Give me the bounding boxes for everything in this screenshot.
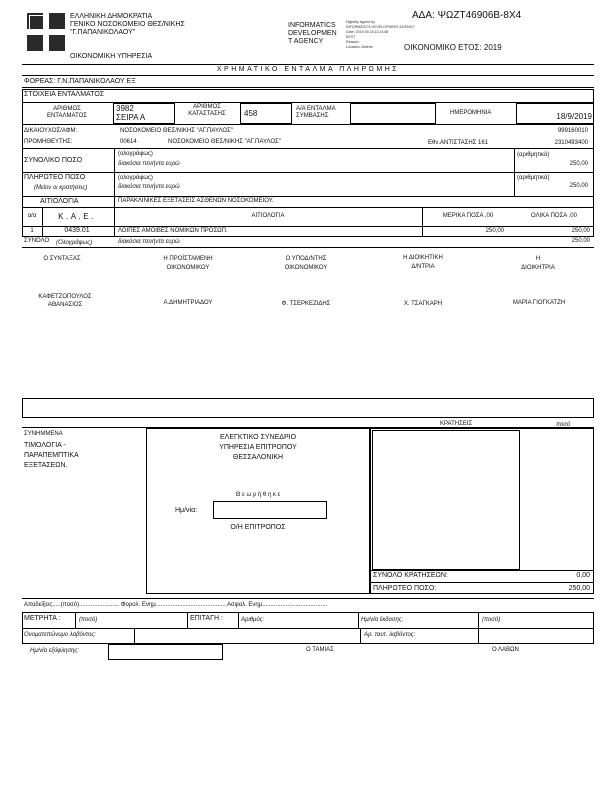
sig-name: ΜΑΡΙΑ ΓΙΟΓΚΑΤΖΗ: [512, 300, 566, 306]
in-words-label: (ολογράφως): [118, 151, 153, 157]
sig-syntaxas: [20, 255, 104, 264]
empty-banner: [22, 398, 594, 418]
promitheftis-name: ΝΟΣΟΚΟΜΕΙΟ ΘΕΣ/ΝΙΚΗΣ "ΑΓ.ΠΑΥΛΟΣ": [168, 139, 281, 145]
taut-label: Αρ. ταυτ. λαβόντος:: [364, 632, 416, 638]
label-line: ΚΑΤΑΣΤΑΣΗΣ: [188, 111, 226, 117]
in-numbers-label: (αριθμητικά): [517, 175, 550, 181]
label-line: ΣΥΜΒΑΣΗΣ: [296, 113, 329, 119]
table-cell: 1: [30, 228, 34, 234]
date-label: ΗΜΕΡΟΜΗΝΙΑ: [450, 110, 492, 116]
table-header-olika: ΟΛΙΚΑ ΠΟΣΑ ,00: [531, 213, 577, 219]
synimmena-items: [24, 441, 79, 471]
table-cell: 0439.01: [64, 227, 90, 234]
sig-dioikitria: [500, 255, 576, 273]
address: Εθν.ΑΝΤΙΣΤΑΣΗΣ 161: [428, 140, 489, 146]
table-cell: 250,00: [485, 228, 504, 234]
sig-line: INFORMATICS DEVELOPMENT AGENCY: [346, 25, 415, 29]
exoflisi-field[interactable]: [108, 644, 223, 660]
synimmena-item: ΤΙΜΟΛΟΓΙΑ -: [24, 442, 66, 449]
symvasi-label: [296, 106, 336, 120]
ekdosi-label: Ημ/νία έκδοσης:: [361, 617, 404, 623]
mandate-number-value: [116, 104, 145, 122]
mandate-number-label: [24, 106, 110, 120]
date-value: 18/9/2019: [556, 112, 592, 121]
thewrithike: Θ ε ω ρ ή θ η κ ε: [235, 492, 281, 498]
synimmena-item: ΠΑΡΑΠΕΜΠΤΙΚΑ: [24, 452, 79, 459]
greek-emblem-icon: [27, 13, 65, 51]
katastasi-label: [176, 104, 238, 118]
sig-role: Η ΠΡΟΪΣΤΑΜΕΝΗ: [163, 256, 213, 262]
pliroteo-label: ΠΛΗΡΩΤΕΟ ΠΟΣΟ: [24, 174, 86, 181]
pliroteo-value: 250,00: [569, 183, 588, 189]
sig-name: [20, 293, 110, 309]
org-line: ΓΕΝΙΚΟ ΝΟΣΟΚΟΜΕΙΟ ΘΕΣ/ΝΙΚΗΣ: [70, 21, 185, 28]
synoliko-words: διακόσια πενήντα ευρώ: [118, 161, 180, 167]
label-line: ΑΡΙΘΜΟΣ: [53, 106, 81, 112]
sig-line: EEST: [346, 35, 356, 39]
in-words-label: (ολογράφως): [118, 175, 153, 181]
promitheftis-label: ΠΡΟΜΗΘΕΥΤΗΣ:: [24, 139, 73, 145]
afm-value: 999160010: [557, 128, 588, 134]
pliroteo-words: διακόσια πενήντα ευρώ: [118, 184, 180, 190]
audit-line: ΘΕΣΣΑΛΟΝΙΚΗ: [232, 454, 284, 461]
org-line: "Γ.ΠΑΠΑΝΙΚΟΛΑΟΥ": [70, 29, 136, 36]
sig-role: Η ΔΙΟΙΚΗΤΙΚΗ: [403, 255, 443, 261]
lavon-label: Ο ΛΑΒΩΝ: [492, 647, 519, 653]
label-line: ΕΝΤΑΛΜΑΤΟΣ: [46, 113, 88, 119]
audit-line: ΥΠΗΡΕΣΙΑ ΕΠΙΤΡΟΠΟΥ: [219, 444, 297, 451]
sig-role: Η: [535, 256, 541, 262]
label-line: Α/Α ΕΝΤΑΛΜΑ: [296, 106, 336, 112]
apodeixeis-line: Αποδείξεις.....(ποσό)........................ Φορολ. Ενημ.......................................... Ασφαλ. Ενημ.......................................: [24, 602, 328, 608]
sig-proistameni: [140, 255, 236, 273]
symvasi-field: [350, 103, 436, 124]
synolo-kratiseon-value: 0,00: [576, 572, 590, 579]
sig-name: Φ. ΤΣΕΡΚΕΖΙΔΗΣ: [281, 301, 331, 307]
epitropos: Ο/Η ΕΠΙΤΡΟΠΟΣ: [230, 524, 286, 531]
onomateponymo-label: Ονοματεπώνυμο λαβόντος:: [24, 632, 96, 638]
document-title: ΧΡΗΜΑΤΙΚΟ ΕΝΤΑΛΜΑ ΠΛΗΡΩΜΗΣ: [216, 66, 400, 73]
table-header-kae: Κ.Α.Ε.: [58, 212, 96, 221]
table-header-aa: α/α: [27, 213, 37, 219]
value-line: 3982: [116, 104, 134, 113]
total-value: 250,00: [571, 238, 590, 244]
epitagi-value: (ποσό): [482, 617, 501, 623]
sig-name: Α.ΔΗΜΗΤΡΙΑΔΟΥ: [163, 300, 213, 306]
service-name: ΟΙΚΟΝΟΜΙΚΗ ΥΠΗΡΕΣΙΑ: [70, 53, 153, 60]
sig-line: Location: Athens: [346, 45, 373, 49]
epitagi-label: ΕΠΙΤΑΓΗ :: [190, 615, 223, 622]
audit-authority: [146, 433, 370, 463]
synoliko-label: ΣΥΝΟΛΙΚΟ ΠΟΣΟ: [24, 157, 83, 164]
tamias-label: Ο ΤΑΜΙΑΣ: [306, 647, 334, 653]
sig-line: Date: 2019.09.18 11:24:58: [346, 30, 389, 34]
sig-ypodntis: [262, 255, 350, 273]
table-cell: ΛΟΙΠΕΣ ΑΜΟΙΒΕΣ ΝΟΜΙΚΩΝ ΠΡΟΣΩΠ.: [118, 228, 228, 234]
kratiseis-list: [372, 430, 520, 570]
label-line: ΑΡΙΘΜΟΣ: [193, 104, 221, 110]
sig-role: ΟΙΚΟΝΟΜΙΚΟΥ: [284, 265, 328, 271]
total-words: διακόσια πενήντα ευρώ: [118, 239, 180, 245]
audit-date-label: Ημ/νία:: [175, 507, 198, 514]
promitheftis-code: 00614: [120, 139, 137, 145]
agency-line: INFORMATICS: [288, 22, 336, 29]
aitiologia-value: ΠΑΡΑΚΛΙΝΙΚΕΣ ΕΞΕΤΑΣΕΙΣ ΑΣΘΕΝΩΝ ΝΟΣΟΚΟΜΕΙΟΥ.: [118, 198, 274, 204]
section-label: ΣΤΟΙΧΕΙΑ ΕΝΤΑΛΜΑΤΟΣ: [24, 91, 105, 98]
metrita-label: ΜΕΤΡΗΤΑ :: [24, 615, 61, 622]
sig-role: ΟΙΚΟΝΟΜΙΚΟΥ: [166, 265, 210, 271]
katastasi-value: 458: [244, 109, 258, 118]
synimmena-item: ΕΞΕΤΑΣΕΩΝ.: [24, 462, 68, 469]
sig-line: Reason:: [346, 40, 360, 44]
table-header-aitiologia: ΑΙΤΙΟΛΟΓΙΑ: [251, 213, 285, 219]
pliroteo-final-value: 250,00: [568, 585, 590, 592]
total-words-label: (Ολογράφως): [56, 240, 93, 246]
audit-date-field[interactable]: [213, 501, 327, 519]
synoliko-value: 250,00: [569, 161, 588, 167]
dikaiouxos-value: ΝΟΣΟΚΟΜΕΙΟ ΘΕΣ/ΝΙΚΗΣ "ΑΓ.ΠΑΥΛΟΣ": [120, 128, 233, 134]
arithmos-label: Αριθμός:: [241, 617, 265, 623]
org-block: [70, 13, 185, 37]
table-cell: 250,00: [571, 228, 590, 234]
agency-line: DEVELOPMEN: [288, 30, 337, 37]
poso-label: ποσό: [556, 422, 571, 428]
ida-agency: [288, 22, 337, 46]
name-line: ΚΑΦΕΤΖΟΠΟΥΛΟΣ: [38, 294, 92, 300]
aitiologia-label: ΑΙΤΙΟΛΟΓΙΑ: [40, 198, 79, 205]
pliroteo-final-label: ΠΛΗΡΩΤΕΟ ΠΟΣΟ:: [373, 585, 437, 592]
total-label: ΣΥΝΟΛΟ: [24, 238, 50, 244]
sig-line: Digitally signed by: [346, 20, 375, 24]
kratiseis-label: ΚΡΑΤΗΣΕΙΣ: [440, 421, 473, 427]
exoflisi-label: Ημ/νία εξόφλησης:: [30, 648, 80, 654]
audit-line: ΕΛΕΓΚΤΙΚΟ ΣΥΝΕΔΡΙΟ: [219, 434, 297, 441]
org-line: ΕΛΛΗΝΙΚΗ ΔΗΜΟΚΡΑΤΙΑ: [70, 13, 153, 20]
foreas-label: ΦΟΡΕΑΣ: Γ.Ν.ΠΑΠΑΝΙΚΟΛΑΟΥ ΕΞ: [24, 78, 136, 85]
agency-line: T AGENCY: [288, 38, 324, 45]
sig-role: Ο ΥΠΟΔ/ΝΤΗΣ: [285, 256, 327, 262]
ada-code: ΑΔΑ: ΨΩΖΤ46906Β-8Χ4: [412, 10, 522, 21]
fiscal-year: ΟΙΚΟΝΟΜΙΚΟ ΕΤΟΣ: 2019: [404, 43, 502, 52]
metrita-value: (ποσό): [79, 617, 98, 623]
synolo-kratiseon-label: ΣΥΝΟΛΟ ΚΡΑΤΗΣΕΩΝ:: [373, 572, 448, 579]
sig-role: Ο ΣΥΝΤΑΞΑΣ: [43, 256, 81, 262]
table-header-merika: ΜΕΡΙΚΑ ΠΟΣΑ ,00: [442, 213, 494, 219]
name-line: ΑΘΑΝΑΣΙΟΣ: [47, 302, 83, 308]
phone: 2310493400: [554, 140, 588, 146]
in-numbers-label: (αριθμητικά): [517, 152, 550, 158]
value-line: ΣΕΙΡΑ Α: [116, 113, 146, 122]
sig-role: ΔΙΟΙΚΗΤΡΙΑ: [521, 265, 555, 271]
synimmena-label: ΣΥΝΗΜΜΕΝΑ: [24, 431, 63, 437]
dikaiouxos-label: ΔΙΚΑΙΟΥΧΟΣ/ΑΦΜ:: [24, 128, 78, 134]
sig-dioikitiki: [384, 254, 462, 272]
sig-role: Δ/ΝΤΡΙΑ: [411, 264, 435, 270]
pliroteo-sub: (Μείον οι κρατήσεις): [34, 185, 88, 191]
sig-name: Χ. ΤΣΑΓΚΑΡΗ: [403, 301, 443, 307]
